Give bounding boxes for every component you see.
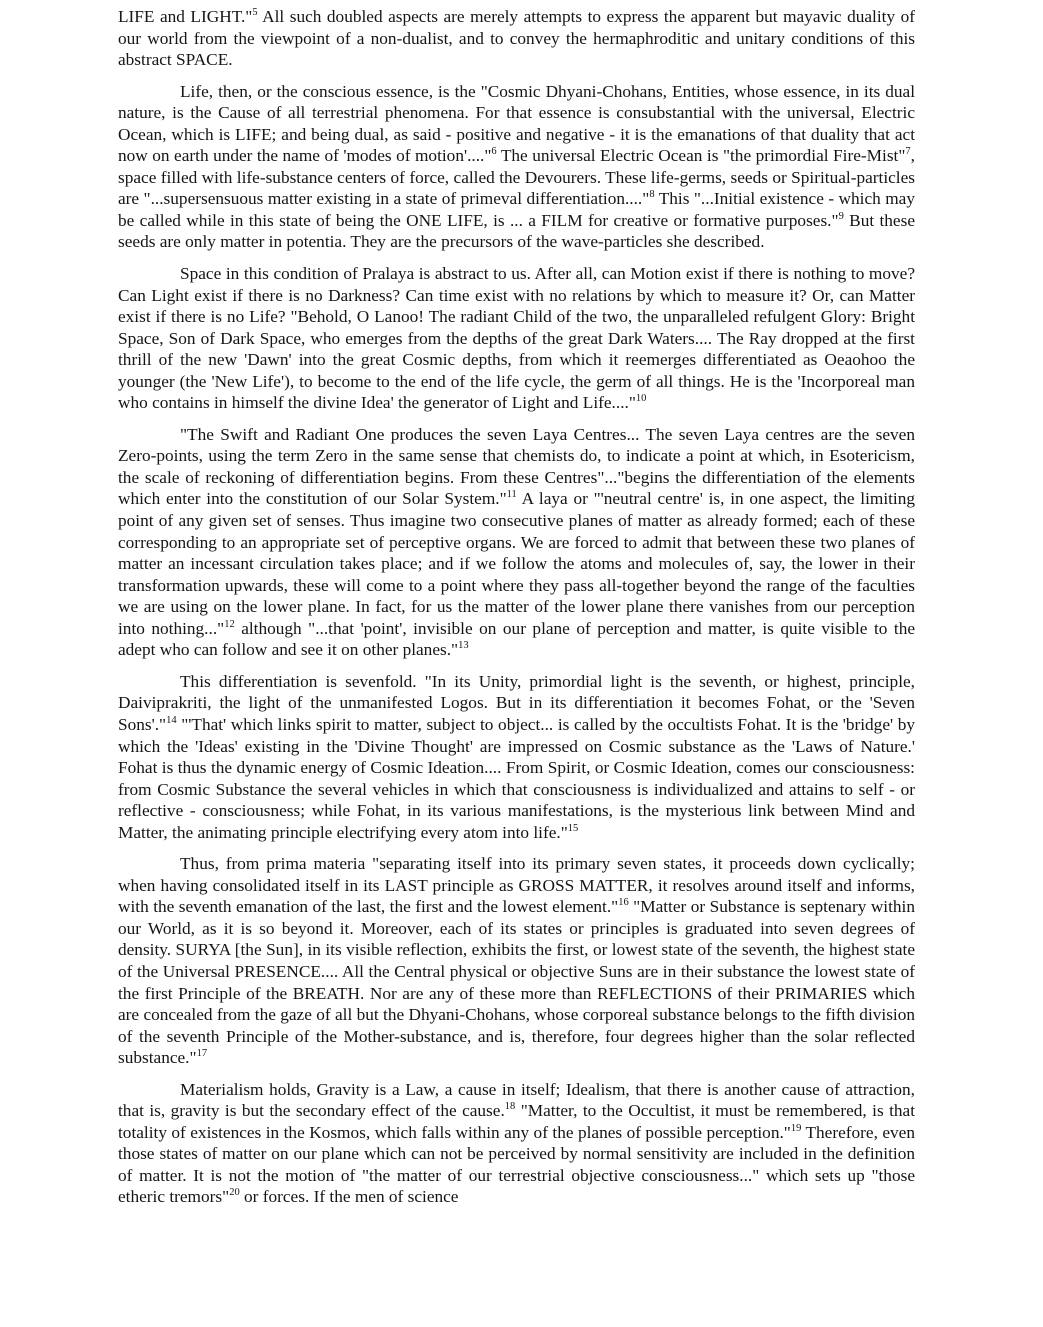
paragraph-text: , space filled with life-substance centers of force, called the Devourers. These life-germs, seeds or Spiritual-particles are "...supersensuous matter existing in a state of primeval differentiation...." (118, 146, 915, 209)
paragraph-text: or forces. If the men of science (239, 1187, 459, 1207)
footnote-marker: 12 (224, 618, 235, 630)
footnote-marker: 6 (491, 146, 497, 158)
paragraph-text: Thus, from prima materia "separating itself into its primary seven states, it proceeds down cyclically; when having consolidated itself in its LAST principle as GROSS MATTER, it resolves around itself and informs, with the seventh emanation of the last, the first and the lowest element." (118, 854, 915, 917)
paragraph-text: The universal Electric Ocean is "the primordial Fire-Mist" (496, 146, 906, 166)
paragraph-text: LIFE and LIGHT." (118, 7, 253, 26)
footnote-marker: 16 (618, 897, 629, 909)
body-paragraph (118, 6, 915, 71)
body-paragraph (118, 263, 915, 414)
footnote-marker: 18 (504, 1101, 516, 1113)
paragraph-text: But these seeds are only matter in potentia. They are the precursors of the wave-particles she described. (118, 210, 915, 252)
footnote-marker: 13 (458, 640, 469, 652)
body-paragraph (118, 81, 915, 253)
paragraph-text: "Matter, to the Occultist, it must be remembered, is that totality of existences in the Kosmos, which falls within any of the planes of possible perception." (118, 1101, 916, 1142)
paragraph-text: although "...that 'point', invisible on our plane of perception and matter, is quite visible to the adept who can follow and see it on other planes." (118, 618, 916, 660)
footnote-marker: 5 (252, 7, 258, 18)
paragraph-text: "Matter or Substance is septenary within our World, as it is so beyond it. Moreover, each of its states or principles is graduated into seven degrees of density. SURYA [the Sun], in its visible reflection, exhibits the first, or lowest state of the seventh, the highest state of the Universal PRESENCE.... All the Central physical or objective Suns are in their substance the lowest state of the first Principle of the BREATH. Nor are any of these more than REFLECTIONS of their PRIMARIES which are concealed from the gaze of all but the Dhyani-Chohans, whose corporeal substance belongs to the fifth division of the seventh Principle of the Mother-substance, and is, therefore, four degrees higher than the solar reflected substance." (118, 897, 915, 1068)
footnote-marker: 14 (166, 714, 177, 726)
paragraph-text: This "...Initial existence - which may be called while in this state of being the ONE LIFE, is ... a FILM for creative or formative purposes." (118, 189, 915, 230)
footnote-marker: 17 (196, 1048, 208, 1060)
footnote-marker: 11 (506, 489, 517, 501)
footnote-marker: 15 (567, 822, 579, 834)
paragraph-text: Therefore, even those states of matter on our plane which can not be perceived by normal sensitivity are included in the definition of matter. It is not the motion of "the matter of our terrestrial objective consciousness..." which sets up "those etheric tremors" (118, 1122, 915, 1207)
footnote-marker: 9 (838, 210, 844, 222)
body-paragraph (118, 671, 915, 843)
body-paragraph (118, 424, 915, 661)
paragraph-text: Space in this condition of Pralaya is abstract to us. After all, can Motion exist if there is nothing to move? Can Light exist if there is no Darkness? Can time exist with no relations by which to measure it? Or, can Matter exist if there is no Life? "Behold, O Lanoo! The radiant Child of the two, the unparalleled refulgent Glory: Bright Space, Son of Dark Space, who emerges from the depths of the great Dark Waters.... The Ray dropped at the first thrill of the new 'Dawn' into the great Cosmic depths, from which it reemerges differentiated as Oeaohoo the younger (the 'New Life'), to become to the end of the life cycle, the germ of all things. He is the 'Incorporeal man who contains in himself the divine Idea' the generator of Light and Life...." (118, 264, 915, 413)
paragraph-text: A laya or "'neutral centre' is, in one aspect, the limiting point of any given set of senses. Thus imagine two consecutive planes of matter as already formed; each of these corresponding to an appropriate set of perceptive organs. We are forced to admit that between these two planes of matter an incessant circulation takes place; and if we follow the atoms and molecules of, say, the lower in their transformation upwards, these will come to a point where they pass all-together beyond the range of the faculties we are using on the lower plane. In fact, for us the matter of the lower plane there vanishes from our perception into nothing..." (118, 489, 916, 638)
footnote-marker: 10 (635, 393, 647, 405)
footnote-marker: 19 (790, 1122, 802, 1134)
paragraph-text: Life, then, or the conscious essence, is the "Cosmic Dhyani-Chohans, Entities, whose essence, in its dual nature, is the Cause of all terrestrial phenomena. For that essence is consubstantial with the universal, Electric Ocean, which is LIFE; and being dual, as said - positive and negative - it is the emanations of that duality that act now on earth under the name of 'modes of motion'...." (118, 81, 915, 166)
paragraph-text: "'That' which links spirit to matter, subject to object... is called by the occultists Fohat. It is the 'bridge' by which the 'Ideas' existing in the 'Divine Thought' are impressed on Cosmic substance as the 'Laws of Nature.' Fohat is thus the dynamic energy of Cosmic Ideation.... From Spirit, or Cosmic Ideation, comes our consciousness: from Cosmic Substance the several vehicles in which that consciousness is individualized and attains to self - or reflective - consciousness; while Fohat, in its various manifestations, is the mysterious link between Mind and Matter, the animating principle electrifying every atom into life." (118, 714, 915, 842)
paragraph-text: All such doubled aspects are merely attempts to express the apparent but mayavic duality of our world from the viewpoint of a non-dualist, and to convey the hermaphroditic and unitary conditions of this abstract SPACE. (118, 7, 915, 70)
paragraph-text: "The Swift and Radiant One produces the seven Laya Centres... The seven Laya centres are the seven Zero-points, using the term Zero in the same sense that chemists do, to indicate a point at which, in Esotericism, the scale of reckoning of differentiation begins. From these Centres"..."begins the differentiation of the elements which enter into the constitution of our Solar System." (118, 424, 915, 509)
footnote-marker: 8 (649, 189, 655, 201)
document-page (118, 6, 915, 1218)
footnote-marker: 7 (905, 146, 911, 158)
footnote-marker: 20 (229, 1187, 240, 1199)
paragraph-text: This differentiation is sevenfold. "In its Unity, primordial light is the seventh, or highest, principle, Daiviprakriti, the light of the unmanifested Logos. But in its differentiation it becomes Fohat, or the 'Seven Sons'." (118, 671, 915, 734)
paragraph-text: Materialism holds, Gravity is a Law, a cause in itself; Idealism, that there is another cause of attraction, that is, gravity is but the secondary effect of the cause. (118, 1079, 915, 1121)
body-paragraph (118, 1079, 915, 1208)
body-paragraph (118, 853, 915, 1068)
